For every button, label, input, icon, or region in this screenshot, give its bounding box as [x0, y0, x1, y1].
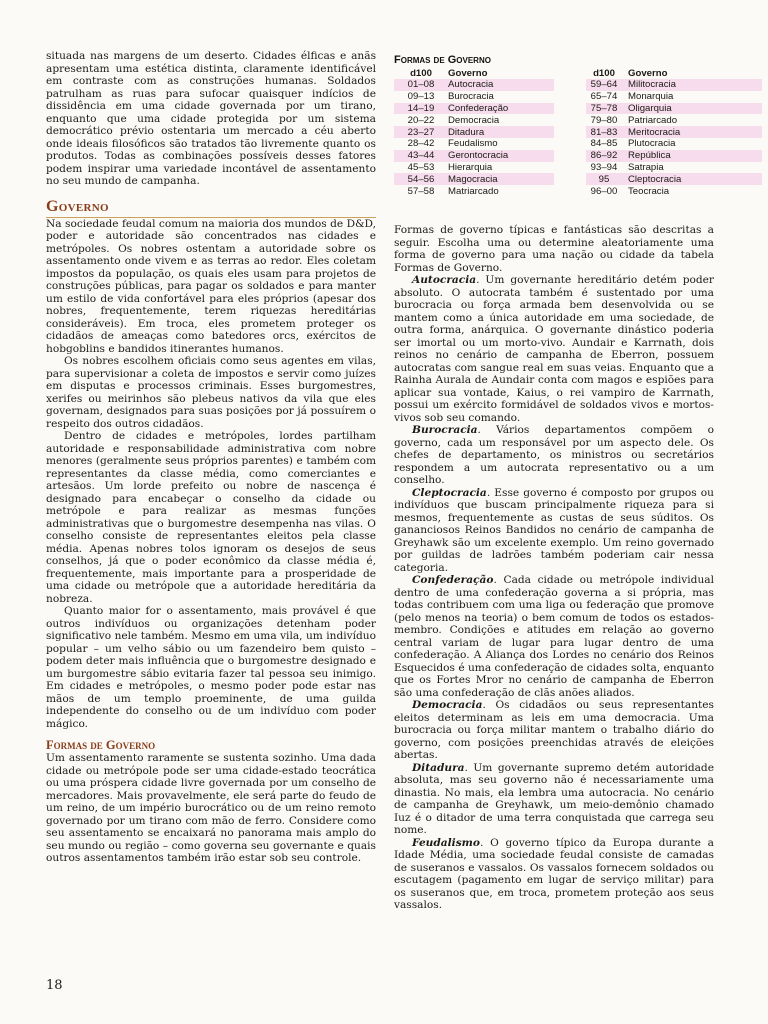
table-row [394, 126, 554, 138]
entry-term: Democracia [412, 699, 483, 711]
intro-paragraph: situada nas margens de um deserto. Cidades élficas e anãs apresentam uma estética distinta, claramente identificável em contraste com as construções humanas. Soldados patrulham as ruas para sufocar quaisquer indícios de dissidência em uma cidade governada por um tirano, enquanto que uma cidade protegida por um sistema democrático prévio ostentaria um mercado a céu aberto onde ideais filosóficos são tratados tão livremente quanto os produtos. Todas as combinações possíveis desses fatores podem inspirar uma variedade incontável de assentamento no seu mundo de campanha. [46, 50, 376, 187]
table-row [394, 173, 554, 185]
header-governo: Governo [448, 67, 488, 79]
governo-cell: Oligarquia [622, 103, 762, 115]
governo-cell: Satrapia [628, 161, 664, 173]
government-entry [394, 424, 714, 487]
table-row [586, 138, 762, 150]
government-entry [394, 274, 714, 424]
governo-cell: Burocracia [448, 91, 494, 103]
left-column [46, 50, 376, 865]
table-row [586, 91, 762, 103]
governo-paragraph-3: Dentro de cidades e metrópoles, lordes partilham autoridade e responsabilidade administrativa com nobre menores (geralmente seus próprios parentes) e também com representantes da classe média, como comerciantes e artesãos. Um lorde prefeito ou nobre de nascença é designado para encabeçar o conselho da cidade ou metrópole e para realizar as mesmas funções administrativas que o burgomestre desempenha nas vilas. O conselho consiste de representantes eleitos pela classe média. Apenas nobres tolos ignoram os desejos de seus conselhos, já que o poder econômico da classe média é, frequentemente, mais importante para a prosperidade de uma cidade ou metrópole que a autoridade hereditária da nobreza. [46, 430, 376, 605]
d100-cell: 95 [586, 173, 622, 185]
d100-cell: 65–74 [590, 91, 618, 103]
right-column [394, 224, 714, 912]
governo-cell: Hierarquia [448, 161, 493, 173]
government-entries [394, 274, 714, 912]
d100-cell: 75–78 [586, 103, 622, 115]
entry-text: . Vários departamentos compõem o governo, cada um responsável por um aspecto dele. Os chefes de departamento, os ministros ou secretários respondem a um autocrata representativo ou a um conselho. [394, 424, 714, 486]
governo-cell: Militocracia [622, 79, 762, 91]
government-entry [394, 762, 714, 837]
governo-cell: Confederação [448, 103, 554, 115]
table-row [394, 138, 554, 150]
d100-cell: 54–56 [394, 173, 448, 185]
government-entry [394, 699, 714, 762]
entry-text: . Os cidadãos ou seus representantes eleitos determinam as leis em uma democracia. Uma burocracia ou força militar mantem o trabalho diário do governo, com posições preenchidas através de eleições abertas. [394, 699, 714, 761]
d100-cell: 45–53 [407, 161, 435, 173]
government-table-right [586, 67, 762, 197]
entry-term: Ditadura [412, 761, 465, 774]
formas-paragraph: Um assentamento raramente se sustenta sozinho. Uma dada cidade ou metrópole pode ser uma cidade-estado teocrática ou uma próspera cidade livre governada por um conselho de mercadores. Mais provavelmente, ele será parte do feudo de um reino, de um império burocrático ou de um reino remoto governado por um tirano com mão de ferro. Considere como seu assentamento se encaixará no panorama mais amplo do seu mundo ou região – como governa seu governante e quais outros assentamentos também irão estar sob seu controle. [46, 752, 376, 864]
governo-cell: Teocracia [628, 185, 670, 197]
government-entry [394, 487, 714, 575]
governo-cell: Ditadura [448, 126, 554, 138]
subheading-formas-de-governo: Formas de Governo [46, 738, 156, 752]
governo-cell: Cleptocracia [622, 173, 762, 185]
d100-cell: 93–94 [590, 161, 618, 173]
table-row [586, 79, 762, 91]
d100-cell: 79–80 [590, 114, 618, 126]
table-row [394, 185, 554, 197]
governo-paragraph-1: Na sociedade feudal comum na maioria dos mundos de D&D, poder e autoridade são concentrados nas cidades e metrópoles. Os nobres ostentam a autoridade sobre os assentamento onde vivem e as terras ao redor. Eles coletam impostos da população, os quais eles usam para projetos de construções públicas, para pagar os soldados e para manter um estilo de vida confortável para eles próprios (apesar dos nobres, frequentemente, terem riquezas hereditárias consideráveis). Em troca, eles prometem proteger os cidadãos de ameaças como batedores orcs, exércitos de hobgoblins e bandidos itinerantes humanos. [46, 217, 376, 355]
entry-text: . O governo típico da Europa durante a Idade Média, uma sociedade feudal consiste de camadas de suseranos e vassalos. Os vassalos fornecem soldados ou escutagem (pagamento em lugar de serviço militar) para os suseranos que, em troca, prometem proteção aos seus vassalos. [394, 836, 714, 911]
table-header-row [586, 67, 762, 79]
d100-cell: 96–00 [590, 185, 618, 197]
table-row [586, 150, 762, 162]
table-row [394, 162, 554, 174]
governo-cell: Feudalismo [448, 138, 498, 150]
table-row [394, 114, 554, 126]
d100-cell: 57–58 [407, 185, 435, 197]
government-table-left [394, 67, 554, 197]
page-number: 18 [46, 978, 63, 993]
d100-cell: 23–27 [394, 126, 448, 138]
government-entry [394, 837, 714, 912]
d100-cell: 28–42 [407, 138, 435, 150]
section-heading-governo: Governo [46, 198, 376, 218]
governo-cell: Democracia [448, 114, 500, 126]
governo-cell: Meritocracia [622, 126, 762, 138]
table-header-row [394, 67, 554, 79]
entry-term: Cleptocracia [412, 486, 487, 499]
entry-term: Confederação [412, 574, 494, 586]
government-entry [394, 574, 714, 699]
d100-cell: 01–08 [394, 79, 448, 91]
d100-cell: 59–64 [586, 79, 622, 91]
entry-term: Autocracia [412, 274, 477, 286]
table-row [394, 79, 554, 91]
table-row [586, 185, 762, 197]
d100-cell: 43–44 [394, 150, 448, 162]
table-row [586, 173, 762, 185]
governo-cell: Gerontocracia [448, 150, 554, 162]
governo-paragraph-4: Quanto maior for o assentamento, mais provável é que outros indivíduos ou organizações detenham poder significativo nele também. Mesmo em uma vila, um indivíduo popular – um velho sábio ou um fazendeiro bem quisto – podem deter mais influência que o burgomestre designado e um burgomestre sábio evitaria fazer tal pessoa seu inimigo. Em cidades e metrópoles, o mesmo poder pode estar nas mãos de um templo proeminente, de uma guilda independente do conselho ou de um indivíduo com poder mágico. [46, 605, 376, 730]
governo-cell: Matriarcado [448, 185, 499, 197]
table-row [394, 91, 554, 103]
table-row [394, 150, 554, 162]
entry-term: Feudalismo [412, 836, 480, 849]
governo-cell: Autocracia [448, 79, 554, 91]
table-row [586, 114, 762, 126]
header-d100: d100 [410, 67, 432, 79]
governo-cell: Plutocracia [628, 138, 676, 150]
table-row [586, 103, 762, 115]
governo-cell: Patriarcado [628, 114, 678, 126]
table-row [394, 103, 554, 115]
entry-text: . Esse governo é composto por grupos ou indivíduos que buscam principalmente riqueza para si mesmos, frequentemente as custas de seus súditos. Os gananciosos Reinos Bandidos no cenário de campanha de Greyhawk são um excelente exemplo. Um reino governado por guildas de ladrões também poderiam cair nessa categoria. [394, 486, 714, 574]
header-d100: d100 [593, 67, 615, 79]
entry-text: . Um governante hereditário detém poder absoluto. O autocrata também é sustentado por uma burocracia ou força armada bem desenvolvida ou se mantem como a única autoridade em uma sociedade, de outra forma, anárquica. O governante dinástico poderia ser imortal ou um morto-vivo. Aundair e Karrnath, dois reinos no cenário de campanha de Eberron, possuem autocratas com sangue real em suas veias. Enquanto que a Rainha Aurala de Aundair conta com magos e espiões para aplicar sua vontade, Kaius, o rei vampiro de Karrnath, possui um exército formidável de soldados vivos e mortos-vivos sob seu comando. [394, 274, 714, 424]
d100-cell: 20–22 [407, 114, 435, 126]
d100-cell: 86–92 [586, 150, 622, 162]
header-governo: Governo [628, 67, 668, 79]
d100-cell: 81–83 [586, 126, 622, 138]
table-title: Formas de Governo [394, 54, 491, 66]
table-row [586, 126, 762, 138]
governo-cell: Magocracia [448, 173, 554, 185]
d100-cell: 14–19 [394, 103, 448, 115]
entry-text: . Cada cidade ou metrópole individual dentro de uma confederação governa a si própria, mas todas contribuem com uma liga ou federação que promove (pelo menos na teoria) o bem comum de todos os estados-membro. Condições e atitudes em relação ao governo central variam de lugar para lugar dentro de uma confederação. A Aliança dos Lordes no cenário dos Reinos Esquecidos é uma confederação de cidades solta, enquanto que os Fortes Mror no cenário de campanha de Eberron são uma confederação de clãs anões aliados. [394, 574, 714, 699]
entry-term: Burocracia [412, 424, 478, 436]
table-row [586, 162, 762, 174]
d100-cell: 84–85 [590, 138, 618, 150]
governo-paragraph-2: Os nobres escolhem oficiais como seus agentes em vilas, para supervisionar a coleta de impostos e servir como juízes em disputas e processos criminais. Esses burgomestres, xerifes ou meirinhos são plebeus nativos da vila que eles governam, designados para suas posições por já possuírem o respeito dos outros cidadãos. [46, 355, 376, 430]
entry-text: . Um governante supremo detém autoridade absoluta, mas seu governo não é necessariamente uma dinastia. No mais, ela lembra uma autocracia. No cenário de campanha de Greyhawk, um meio-demônio chamado Iuz é o ditador de uma terra conquistada que carrega seu nome. [394, 761, 714, 836]
governo-cell: República [622, 150, 762, 162]
right-intro-paragraph: Formas de governo típicas e fantásticas são descritas a seguir. Escolha uma ou determine aleatoriamente uma forma de governo para uma nação ou cidade da tabela Formas de Governo. [394, 224, 714, 274]
d100-cell: 09–13 [407, 91, 435, 103]
governo-cell: Monarquia [628, 91, 674, 103]
